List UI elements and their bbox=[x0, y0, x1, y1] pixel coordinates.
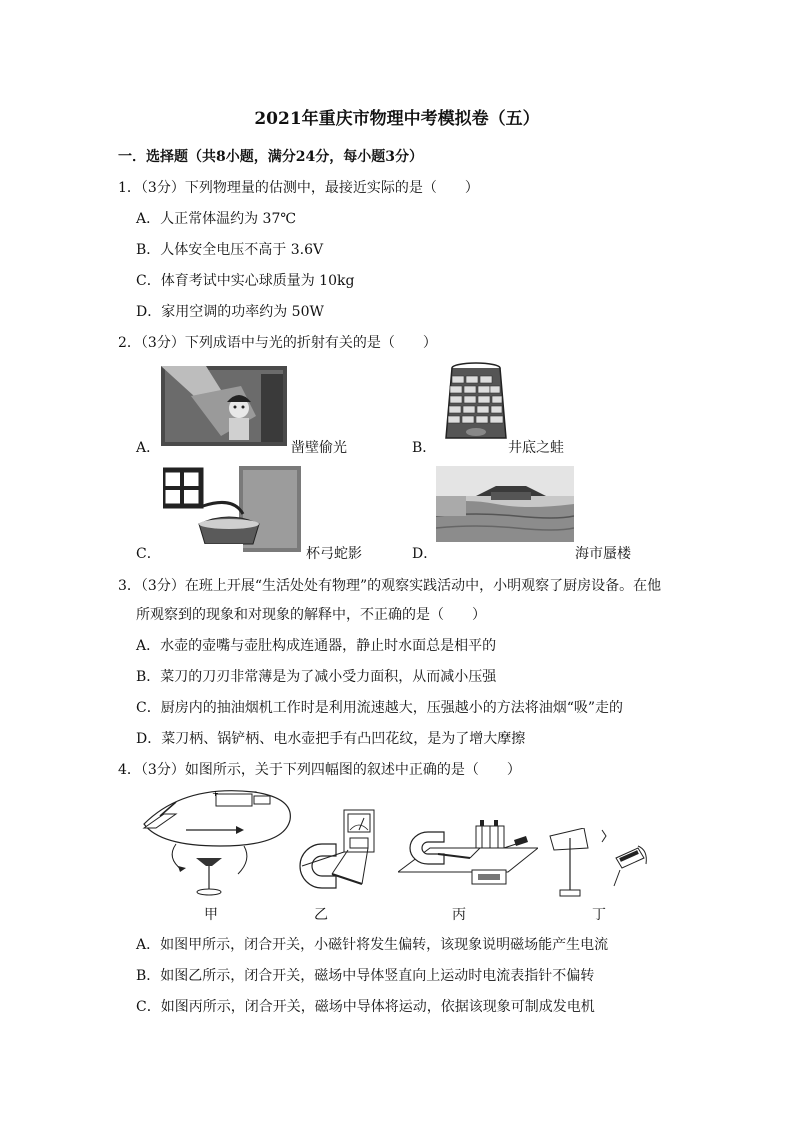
figure-yi-induction bbox=[292, 808, 402, 898]
option-d-letter: D． bbox=[412, 546, 438, 562]
question-1-stem: 1．（3分）下列物理量的估测中，最接近实际的是（ ） bbox=[118, 180, 479, 196]
question-4-option-b: B．如图乙所示，闭合开关，磁场中导体竖直向上运动时电流表指针不偏转 bbox=[136, 968, 595, 984]
question-3-option-c: C．厨房内的抽油烟机工作时是利用流速越大，压强越小的方法将油烟“吸”走的 bbox=[136, 700, 624, 716]
section-heading: 一．选择题（共8小题，满分24分，每小题3分） bbox=[118, 149, 423, 165]
question-3-option-b: B．菜刀的刀刃非常薄是为了减小受力面积，从而减小压强 bbox=[136, 669, 497, 685]
figure-label-ding: 丁 bbox=[592, 907, 606, 923]
option-b-letter: B． bbox=[412, 440, 437, 456]
question-4-stem: 4．（3分）如图所示，关于下列四幅图的叙述中正确的是（ ） bbox=[118, 762, 521, 778]
question-1-option-d: D．家用空调的功率约为 50W bbox=[136, 304, 324, 320]
option-c-caption: 杯弓蛇影 bbox=[306, 546, 362, 562]
figure-label-jia: 甲 bbox=[204, 907, 218, 923]
question-1-option-b: B．人体安全电压不高于 3.6V bbox=[136, 242, 324, 258]
option-a-letter: A． bbox=[136, 440, 161, 456]
question-3-option-a: A．水壶的壶嘴与壶肚构成连通器，静止时水面总是相平的 bbox=[136, 638, 497, 654]
question-4-option-c: C．如图丙所示，闭合开关，磁场中导体将运动，依据该现象可制成发电机 bbox=[136, 999, 595, 1015]
question-1-option-c: C．体育考试中实心球质量为 10kg bbox=[136, 273, 355, 289]
option-c-letter: C． bbox=[136, 546, 161, 562]
question-1-option-a: A．人正常体温约为 37℃ bbox=[136, 211, 297, 227]
figure-jia-oersted bbox=[136, 786, 294, 898]
question-3-stem-line-2: 所观察到的现象和对现象的解释中，不正确的是（ ） bbox=[136, 607, 486, 623]
question-4-option-a: A．如图甲所示，闭合开关，小磁针将发生偏转，该现象说明磁场能产生电流 bbox=[136, 937, 609, 953]
option-a-image bbox=[161, 366, 287, 446]
option-d-image bbox=[436, 466, 574, 542]
figure-ding-charged-rod bbox=[544, 828, 656, 898]
option-b-image bbox=[444, 360, 508, 442]
svg-text:-: - bbox=[254, 787, 257, 796]
option-a-caption: 凿壁偷光 bbox=[291, 440, 347, 456]
figure-label-yi: 乙 bbox=[314, 907, 328, 923]
figure-label-bing: 丙 bbox=[452, 907, 466, 923]
option-c-image bbox=[163, 466, 301, 552]
option-d-caption: 海市蜃楼 bbox=[575, 546, 631, 562]
figure-bing-motor bbox=[398, 818, 538, 896]
option-b-caption: 井底之蛙 bbox=[508, 440, 564, 456]
question-3-option-d: D．菜刀柄、锅铲柄、电水壶把手有凸凹花纹，是为了增大摩擦 bbox=[136, 731, 526, 747]
svg-text:+: + bbox=[212, 789, 219, 798]
question-3-stem-line-1: 3．（3分）在班上开展“生活处处有物理”的观察实践活动中，小明观察了厨房设备。在他 bbox=[118, 578, 662, 594]
page-title: 2021年重庆市物理中考模拟卷（五） bbox=[254, 109, 540, 129]
question-2-stem: 2．（3分）下列成语中与光的折射有关的是（ ） bbox=[118, 335, 437, 351]
